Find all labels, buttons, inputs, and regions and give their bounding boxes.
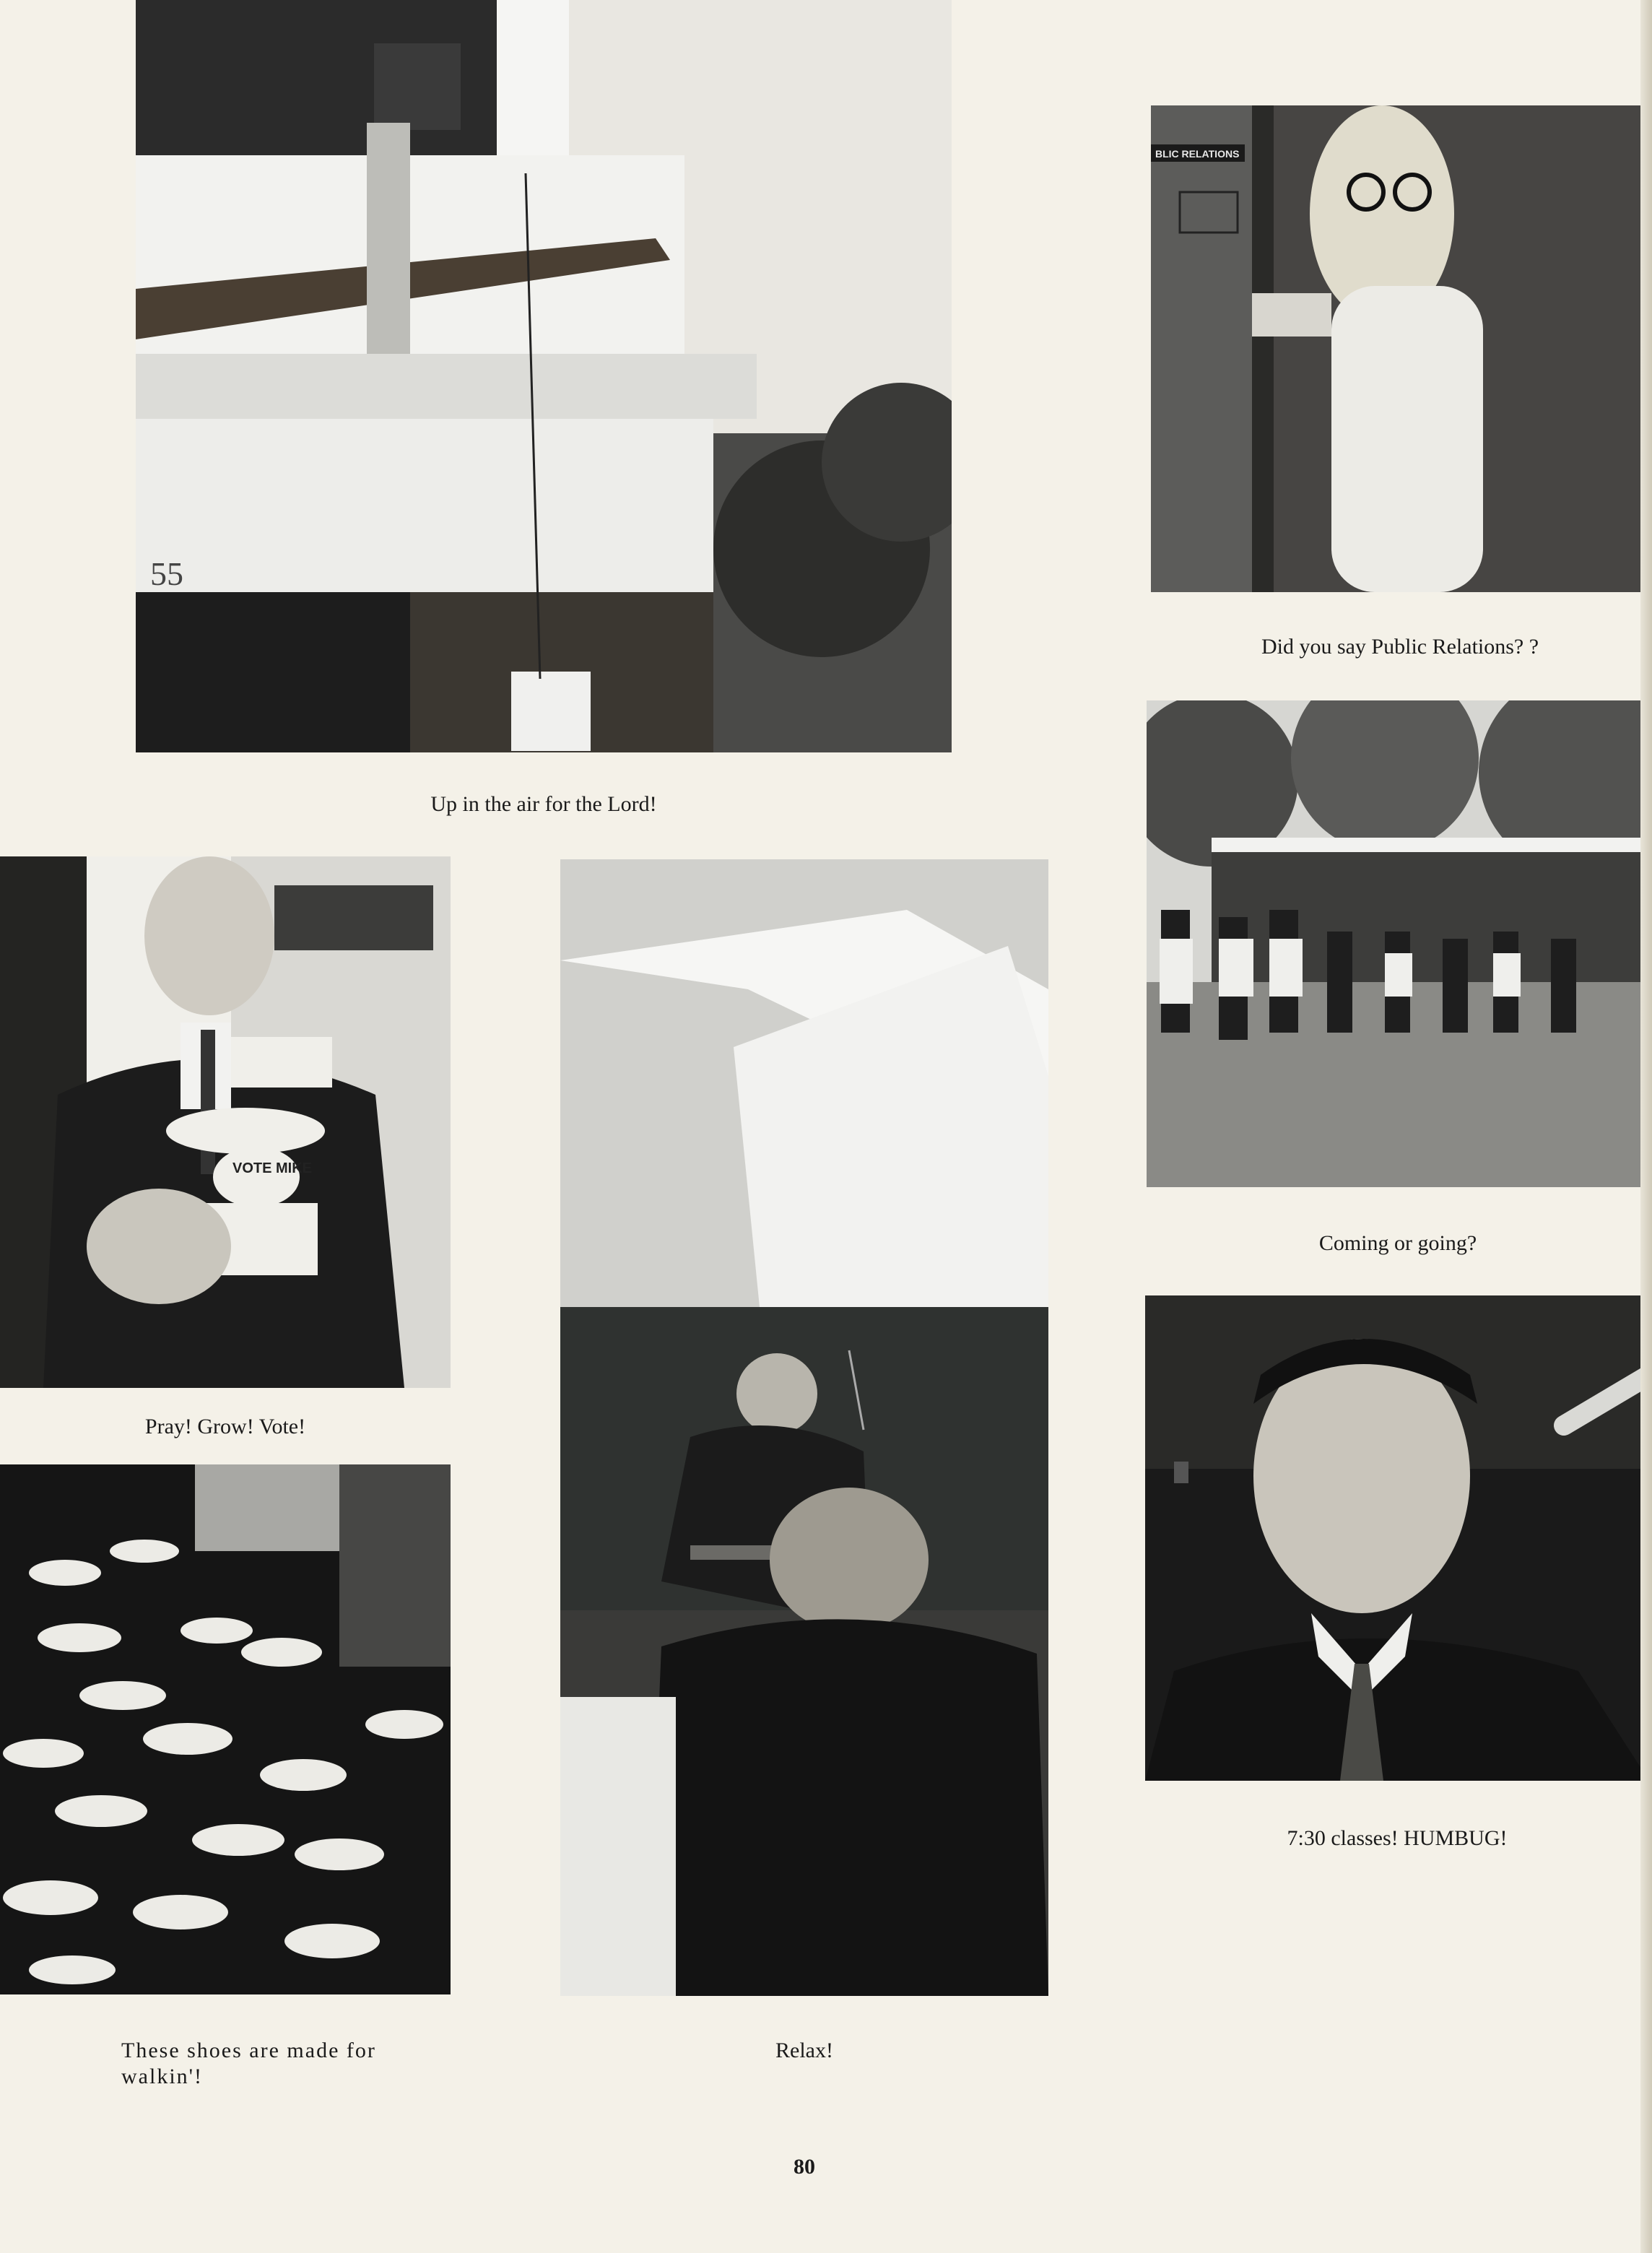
photo-coming-or-going: [1147, 700, 1649, 1187]
vote-mike-sign: VOTE MIKE: [232, 1160, 313, 1176]
photo-public-relations-image: [1151, 105, 1649, 592]
photo-shoes-image: [0, 1464, 451, 1994]
caption-humbug: 7:30 classes! HUMBUG!: [1287, 1826, 1508, 1850]
caption-coming-or-going: Coming or going?: [1318, 1231, 1477, 1255]
caption-pray-grow-vote: Pray! Grow! Vote!: [144, 1415, 306, 1438]
svg-text:55: 55: [150, 555, 183, 592]
caption-relax: Relax!: [775, 2039, 833, 2062]
caption-shoes-line1: These shoes are made for: [121, 2039, 376, 2062]
caption-up-in-the-air: Up in the air for the Lord!: [430, 792, 657, 816]
photo-public-relations: [1151, 105, 1649, 592]
photo-pray-grow-vote: [0, 856, 451, 1388]
photo-relax-image: [560, 859, 1048, 1996]
photo-shoes: [0, 1464, 451, 1994]
photo-coming-or-going-image: [1147, 700, 1649, 1187]
photo-humbug-image: [1145, 1295, 1649, 1781]
caption-public-relations: Did you say Public Relations? ?: [1261, 635, 1539, 659]
photo-humbug: [1145, 1295, 1649, 1781]
photo-up-in-the-air-image: [136, 0, 952, 752]
photo-pray-grow-vote-image: [0, 856, 451, 1388]
caption-shoes-line2: walkin'!: [121, 2065, 204, 2088]
public-relations-sign: BLIC RELATIONS: [1155, 148, 1240, 160]
photo-up-in-the-air: [136, 0, 952, 752]
photo-relax: [560, 859, 1048, 1996]
page-number: 80: [794, 2155, 815, 2179]
caption-shoes: [121, 2038, 439, 2090]
book-spine-shadow: [1640, 0, 1652, 2253]
